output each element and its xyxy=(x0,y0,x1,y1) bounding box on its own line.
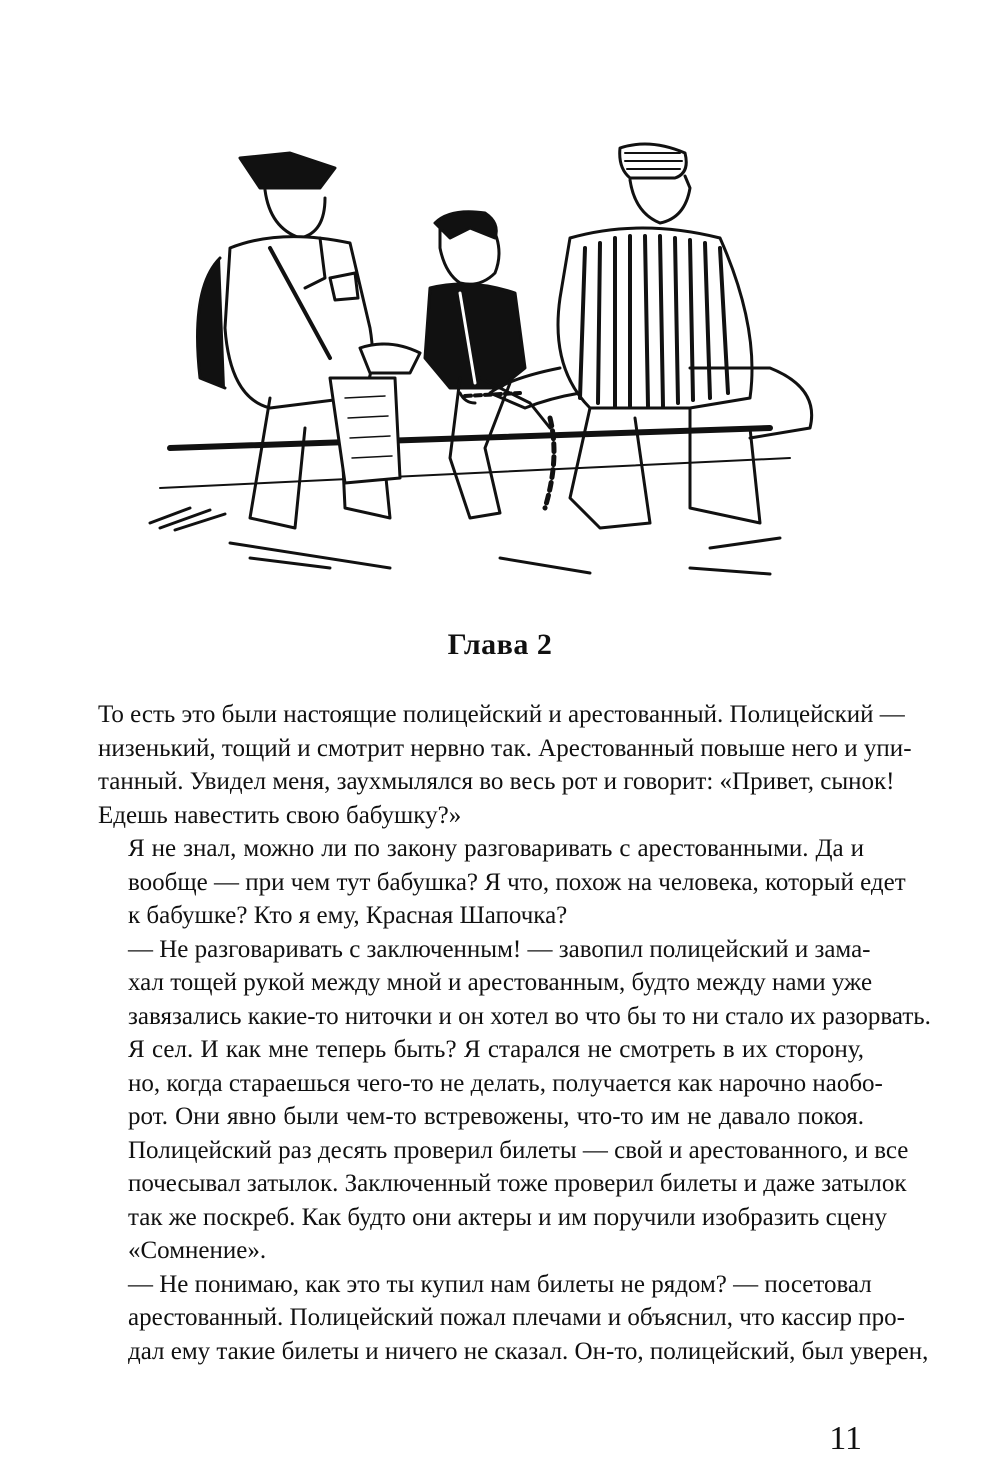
text-line: Полицейский раз десять проверил билеты — свой и арестованного, и все xyxy=(128,1136,909,1164)
text-line: «Сомнение». xyxy=(128,1237,267,1264)
text-line: То есть это были настоящие полицейский и арестованный. Полицейский — xyxy=(98,701,905,728)
paragraph xyxy=(98,832,906,933)
chapter-illustration xyxy=(130,128,830,583)
text-line: так же поскреб. Как будто они актеры и им поручили изобразить сцену xyxy=(128,1203,888,1231)
chapter-title: Глава 2 xyxy=(447,628,553,661)
paragraph xyxy=(98,1268,929,1369)
text-line: дал ему такие билеты и ничего не сказал. Он-то, полицейский, был уверен, xyxy=(128,1337,929,1365)
text-line: завязались какие-то ниточки и он хотел во что бы то ни стало их разорвать. xyxy=(128,1002,931,1030)
paragraph xyxy=(98,933,931,1034)
text-line: арестованный. Полицейский пожал плечами и объяснил, что кассир про- xyxy=(128,1304,906,1331)
page-number: 11 xyxy=(829,1420,862,1457)
text-line: — Не понимаю, как это ты купил нам билеты не рядом? — посетовал xyxy=(128,1270,872,1298)
text-line: Я не знал, можно ли по закону разговаривать с арестованными. Да и xyxy=(128,835,864,862)
text-line: Едешь навестить свою бабушку?» xyxy=(98,801,462,829)
text-line: почесывал затылок. Заключенный тоже проверил билеты и даже затылок xyxy=(128,1170,907,1197)
text-line: вообще — при чем тут бабушка? Я что, похож на человека, который едет xyxy=(128,868,906,896)
paragraph xyxy=(98,1033,909,1268)
text-line: к бабушке? Кто я ему, Красная Шапочка? xyxy=(128,902,568,929)
paragraph xyxy=(98,698,912,832)
text-line: но, когда стараешься чего-то не делать, получается как нарочно наобо- xyxy=(128,1069,883,1097)
text-line: низенький, тощий и смотрит нервно так. Арестованный повыше него и упи- xyxy=(98,734,912,762)
text-line: рот. Они явно были чем-то встревожены, что-то им не давало покоя. xyxy=(128,1103,864,1130)
text-line: Я сел. И как мне теперь быть? Я старался не смотреть в их сторону, xyxy=(128,1036,864,1063)
text-line: танный. Увидел меня, заухмылялся во весь рот и говорит: «Привет, сынок! xyxy=(98,768,895,795)
text-line: — Не разговаривать с заключенным! — завопил полицейский и зама- xyxy=(128,935,871,963)
body-text xyxy=(98,698,931,1368)
text-line: хал тощей рукой между мной и арестованным, будто между нами уже xyxy=(128,969,873,996)
